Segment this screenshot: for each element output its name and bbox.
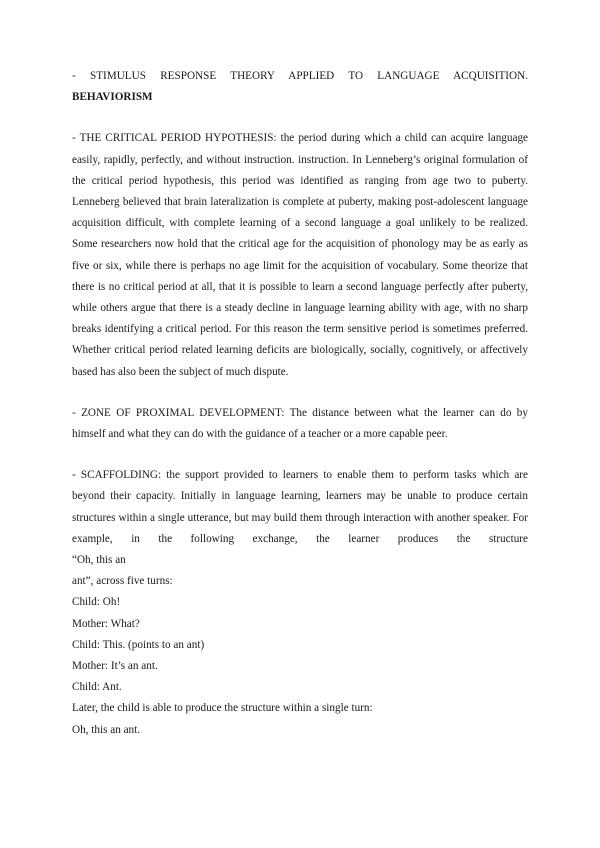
scaffolding-text: - SCAFFOLDING: the support provided to learners to enable them to perform tasks which are beyond their capacity. Initially in language learning, learners may be unable to produce certain structures within a single utterance, but may build them through interaction with another speaker. For example, in the following exchange, the learner produces the structure: [72, 469, 528, 545]
dialogue-line: Later, the child is able to produce the structure within a single turn:: [72, 702, 373, 715]
dialogue-line: “Oh, this an: [72, 554, 126, 567]
dialogue-line: ant”, across five turns:: [72, 575, 173, 588]
dialogue-line: Child: Oh!: [72, 596, 121, 609]
stimulus-response-heading: - STIMULUS RESPONSE THEORY APPLIED TO LANGUAGE ACQUISITION.: [72, 70, 528, 82]
behaviorism-label: BEHAVIORISM: [72, 91, 153, 104]
document-page: [72, 66, 528, 741]
scaffolding-paragraph: [72, 465, 528, 741]
behaviorism-paragraph: [72, 66, 528, 108]
dialogue-line: Mother: What?: [72, 617, 140, 630]
dialogue-line: Child: This. (points to an ant): [72, 638, 205, 651]
critical-period-paragraph: - THE CRITICAL PERIOD HYPOTHESIS: the period during which a child can acquire language easily, rapidly, perfectly, and without instruction. instruction. In Lenneberg’s original formulation of the critical period hypothesis, this period was identified as ranging from age two to puberty. Lenneberg believed that brain lateralization is complete at puberty, making post-adolescent language acquisition difficult, with complete learning of a second language a goal unlikely to be realized. Some researchers now hold that the critical age for the acquisition of phonology may be as early as five or six, while there is perhaps no age limit for the acquisition of vocabulary. Some theorize that there is no critical period at all, that it is possible to learn a second language perfectly after puberty, while others argue that there is a steady decline in language learning ability with age, with no sharp breaks identifying a critical period. For this reason the term sensitive period is sometimes preferred. Whether critical period related learning deficits are biologically, socially, cognitively, or affectively based has also been the subject of much dispute.: [72, 132, 528, 378]
dialogue-line: Mother: It’s an ant.: [72, 660, 158, 673]
dialogue-line: Oh, this an ant.: [72, 723, 141, 736]
dialogue-line: Child: Ant.: [72, 681, 122, 694]
zpd-paragraph: - ZONE OF PROXIMAL DEVELOPMENT: The distance between what the learner can do by himself and what they can do with the guidance of a teacher or a more capable peer.: [72, 406, 528, 441]
